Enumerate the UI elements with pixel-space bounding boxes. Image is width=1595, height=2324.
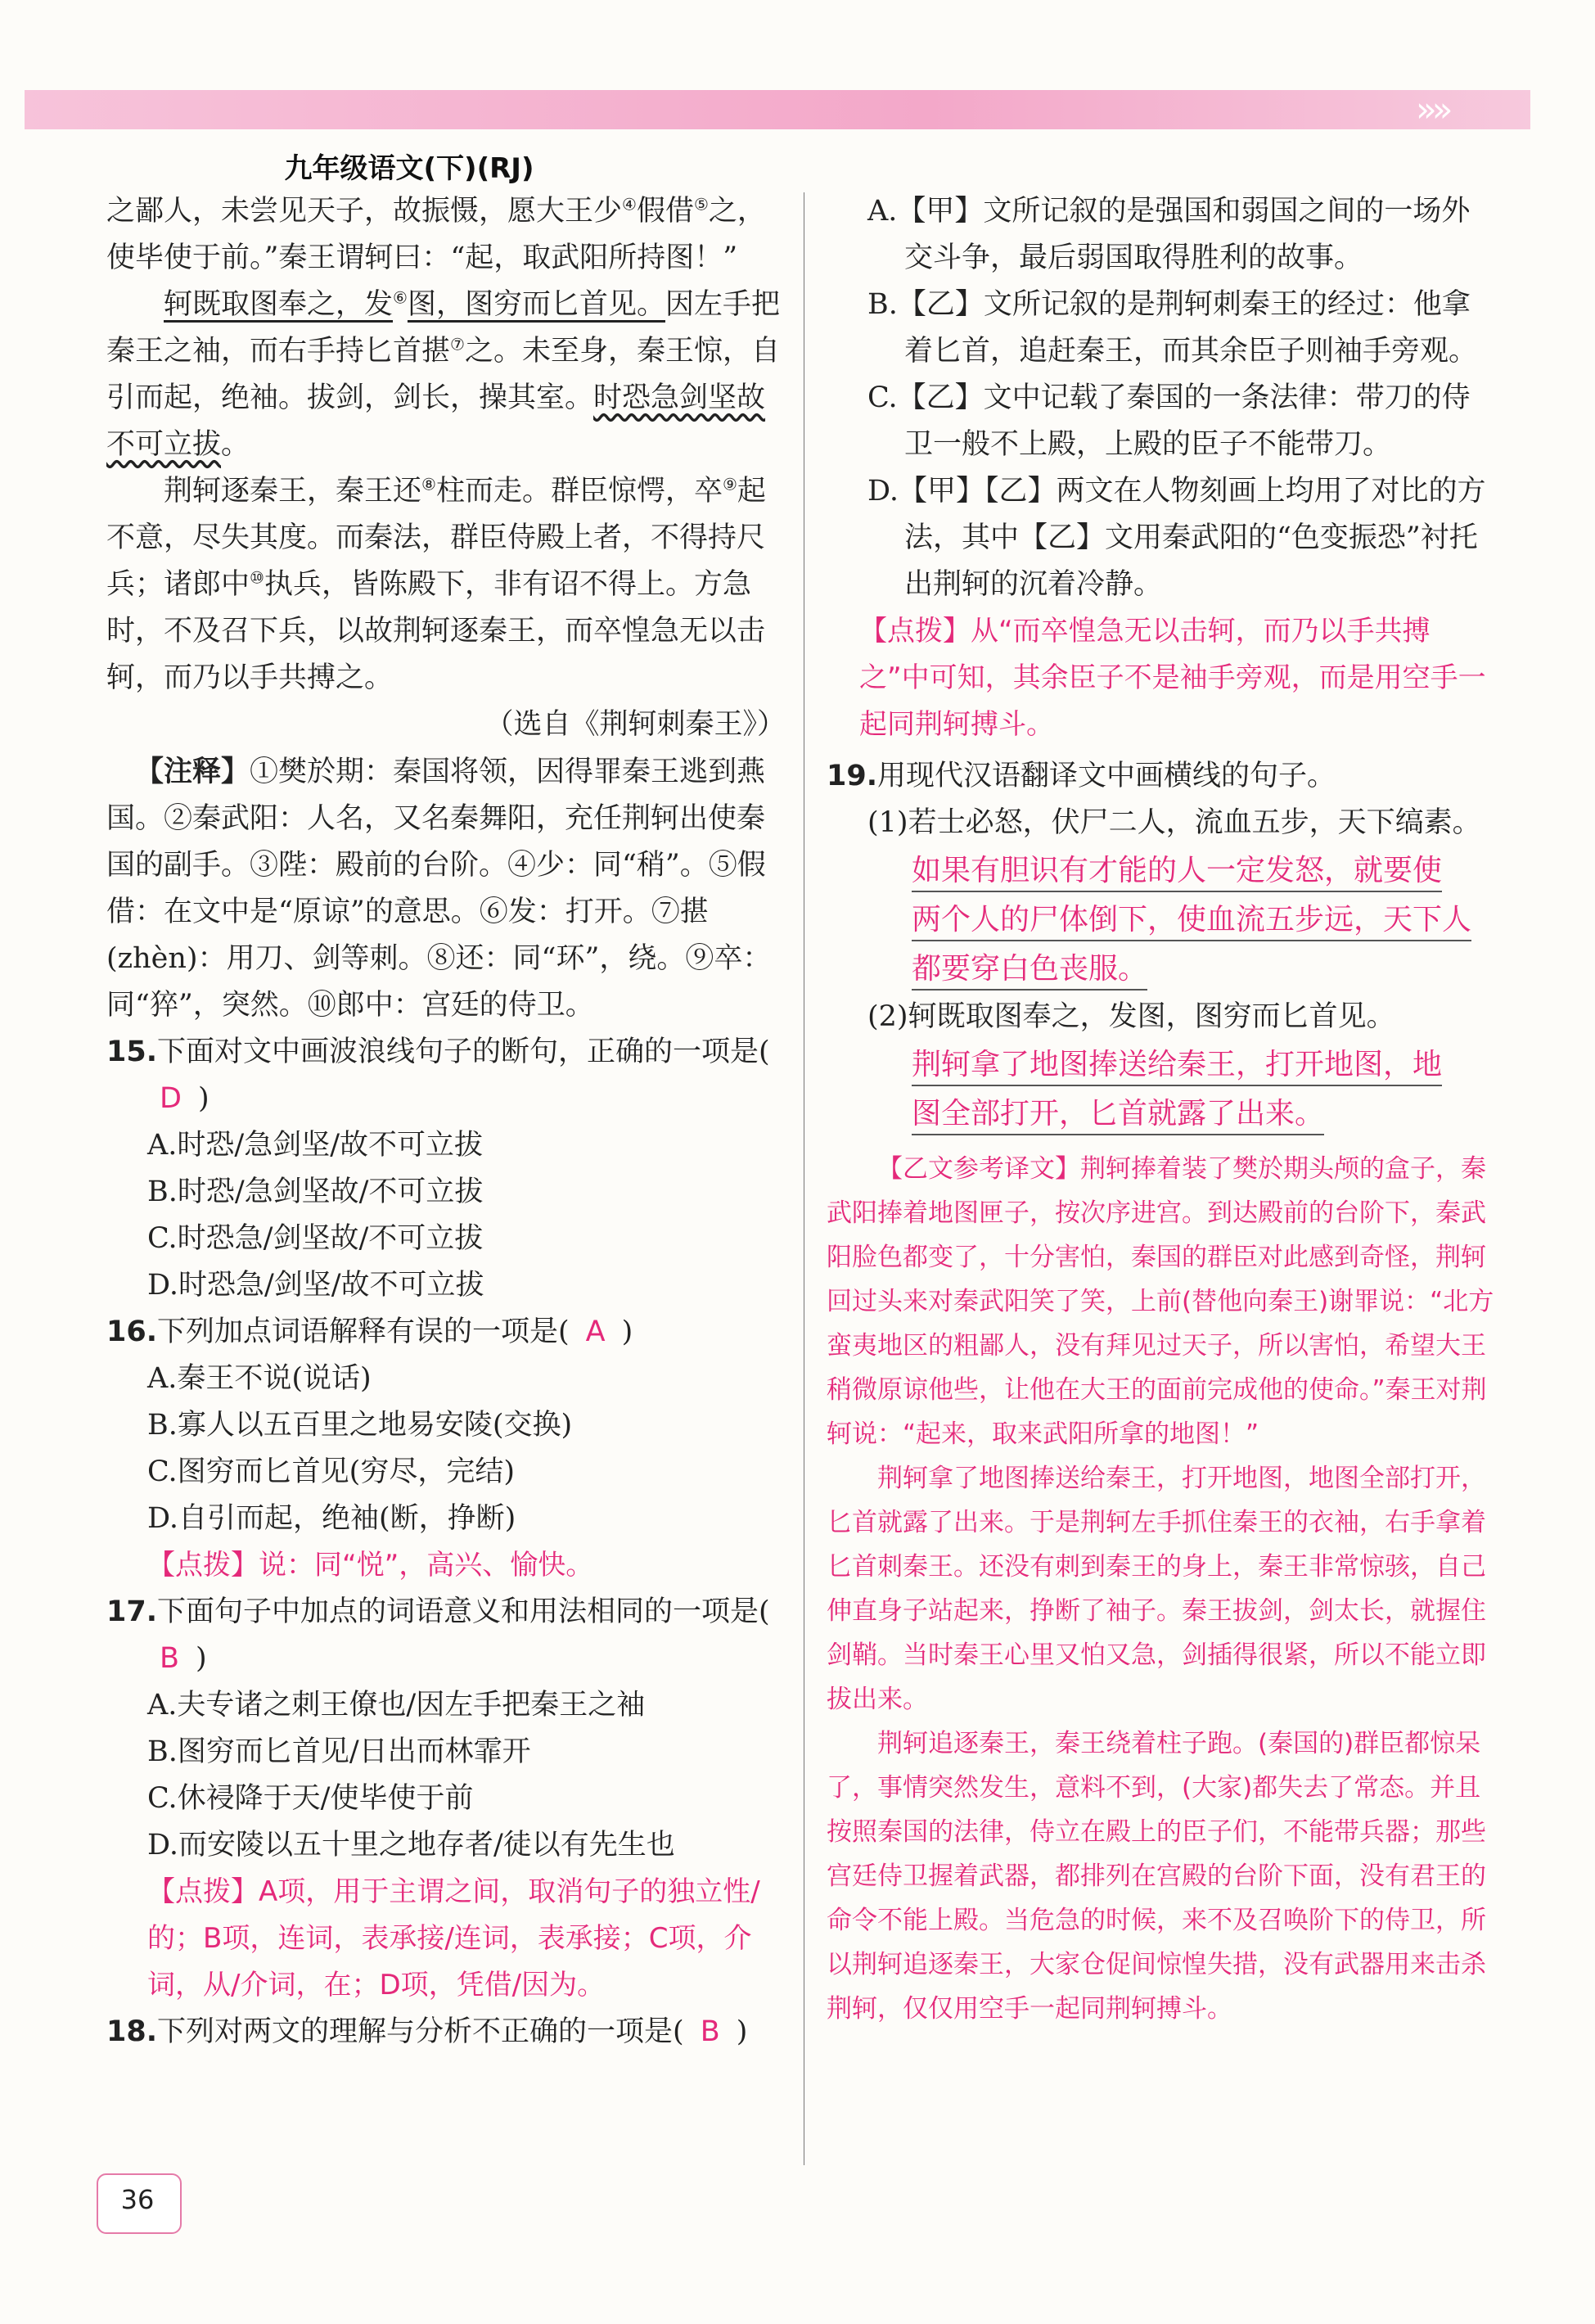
question-19 [827,753,1498,800]
passage-text: 。 [221,428,250,461]
header-banner [25,90,1530,129]
question-number: 17. [106,1595,158,1628]
question-text: 下面句子中加点的词语意义和用法相同的一项是( [157,1595,770,1628]
hint-text: 【点拨】说：同“悦”，高兴、愉快。 [147,1549,594,1582]
right-column [827,188,1498,2031]
notes-body: ①樊於期：秦国将领，因得罪秦王逃到燕国。②秦武阳：人名，又名秦舞阳，充任荆轲出使秦国的副手。③陛：殿前的台阶。④少：同“稍”。⑤假借：在文中是“原谅”的意思。⑥发：打开。⑦揕(zhèn)：用刀、剑等刺。⑧还：同“环”，绕。⑨卒：同“猝”，突然。⑩郎中：宫廷的侍卫。 [106,756,772,1022]
option-item: B.【乙】文所记叙的是荆轲刺秦王的经过：他拿着匕首，追赶秦王，而其余臣子则袖手旁观。 [867,288,1478,368]
wavy-underlined-sentence: 时恐急剑坚故不可立拔 [106,381,766,461]
answer-choice: A [585,1315,606,1348]
note-marker: ⑩ [250,567,264,588]
question-text: ) [736,2015,748,2048]
note-marker: ⑦ [450,334,465,354]
passage-text: 因左手把秦王之袖，而右手持匕首揕 [106,288,780,368]
option-item: B.寡人以五百里之地易安陵(交换) [147,1409,573,1442]
translation-paragraph: 【乙文参考译文】荆轲捧着装了樊於期头颅的盒子，秦武阳捧着地图匣子，按次序进宫。到达殿前的台阶下，秦武阳脸色都变了，十分害怕，秦国的群臣对此感到奇怪，荆轲回过头来对秦武阳笑了笑，上前(替他向秦王)谢罪说：“北方蛮夷地区的粗鄙人，没有拜见过天子，所以害怕，希望大王稍微原谅他些，让他在大王的面前完成他的使命。”秦王对荆轲说：“起来，取来武阳所拿的地图！” [827,1154,1494,1449]
translation-sentence-2: (2)轲既取图奉之，发图，图穷而匕首见。 [867,1000,1395,1033]
note-marker: ⑨ [722,474,737,494]
answer-line: 图全部打开，匕首就露了出来。 [912,1097,1324,1135]
passage-paragraph-2 [106,282,786,468]
answer-line: 如果有胆识有才能的人一定发怒，就要使 [912,854,1442,892]
passage-text: 柱而走。群臣惊愕，卒 [435,475,723,508]
underlined-sentence: 轲既取图奉之，发 [164,288,394,321]
option-item: A.时恐/急剑坚/故不可立拔 [147,1129,483,1162]
passage-text: 之。未至身，秦王惊，自引而起，绝袖。拔剑，剑长，操其室。 [106,335,780,414]
question-number: 19. [827,760,878,792]
option-item: C.图穷而匕首见(穷尽，完结) [147,1455,515,1488]
answer-line: 荆轲拿了地图捧送给秦王，打开地图，地 [912,1048,1442,1086]
question-18 [106,2009,786,2055]
passage-paragraph-3 [106,468,786,702]
translation-paragraph: 荆轲追逐秦王，秦王绕着柱子跑。(秦国的)群臣都惊呆了，事情突然发生，意料不到，(大家)都失去了常态。并且按照秦国的法律，侍立在殿上的臣子们，不能带兵器；那些宫廷侍卫握着武器，都排列在宫殿的台阶下面，没有君王的命令不能上殿。当危急的时候，来不及召唤阶下的侍卫，所以荆轲追逐秦王，大家仓促间惊惶失措，没有武器用来击杀荆轲，仅仅用空手一起同荆轲搏斗。 [827,1729,1486,2024]
option-item: B.图穷而匕首见/日出而林霏开 [147,1735,531,1768]
hint-text: 【点拨】从“而卒惶急无以击轲，而乃以手共搏之”中可知，其余臣子不是袖手旁观，而是用空手一起同荆轲搏斗。 [859,615,1486,741]
note-marker: ⑤ [693,194,709,214]
passage-text: 假借 [636,195,694,228]
answer-choice: B [700,2015,720,2048]
translation-answer-1 [912,846,1489,994]
question-number: 18. [106,2015,158,2048]
passage-text: 执兵，皆陈殿下，非有诏不得上。方急时，不及召下兵，以故荆轲逐秦王，而卒惶急无以击轲，而乃以手共搏之。 [106,568,766,694]
option-item: A.夫专诸之刺王僚也/因左手把秦王之袖 [147,1689,646,1722]
answer-line: 两个人的尸体倒下，使血流五步远，天下人 [912,903,1471,941]
option-item: D.【甲】【乙】两文在人物刻画上均用了对比的方法，其中【乙】文用秦武阳的“色变振恐”衬托出荆轲的沉着冷静。 [867,475,1486,601]
question-15 [106,1029,786,1122]
question-text: 下列对两文的理解与分析不正确的一项是( [157,2015,684,2048]
reference-translation [827,1147,1498,2031]
option-item: C.时恐急/剑坚故/不可立拔 [147,1222,484,1255]
passage-text: 之，使毕使于前。”秦王谓轲曰：“起，取武阳所持图！” [106,195,766,274]
underlined-sentence: 图，图穷而匕首见。 [407,288,665,321]
chevron-right-icon: »» [1416,89,1449,129]
page-title: 九年级语文(下)(RJ) [284,152,534,185]
passage-text: 荆轲逐秦王，秦王还 [164,475,422,508]
option-item: D.自引而起，绝袖(断，挣断) [147,1502,516,1535]
option-item: C.【乙】文中记载了秦国的一条法律：带刀的侍卫一般不上殿，上殿的臣子不能带刀。 [867,381,1471,461]
passage-text: 起不意，尽失其度。而秦法，群臣侍殿上者，不得持尺兵；诸郎中 [106,475,766,601]
passage-paragraph-1 [106,188,786,282]
question-16 [106,1309,786,1356]
question-17 [106,1589,786,1682]
option-item: C.休祲降于天/使毕使于前 [147,1782,474,1815]
question-text: 用现代汉语翻译文中画横线的句子。 [877,760,1336,792]
annotation-notes [106,748,786,1029]
left-column [106,188,786,2055]
question-number: 16. [106,1315,158,1348]
question-text: ) [621,1315,633,1348]
notes-heading: 【注释】 [135,755,250,788]
answer-line: 都要穿白色丧服。 [912,952,1147,991]
answer-choice: D [160,1082,182,1115]
note-marker: ④ [622,194,637,214]
question-text: ) [197,1082,210,1115]
note-marker: ⑥ [393,287,408,308]
option-item: D.时恐急/剑坚/故不可立拔 [147,1269,484,1302]
note-marker: ⑧ [421,474,436,494]
translation-answer-2 [912,1040,1489,1139]
hint-text: 【点拨】A项，用于主谓之间，取消句子的独立性/的；B项，连词，表承接/连词，表承接；C项，介词，从/介词，在；D项，凭借/因为。 [147,1875,760,2001]
option-item: A.秦王不说(说话) [147,1362,372,1395]
option-item: B.时恐/急剑坚故/不可立拔 [147,1176,484,1208]
passage-text: 之鄙人，未尝见天子，故振慑，愿大王少 [106,195,623,228]
option-item: D.而安陵以五十里之地存者/徒以有先生也 [147,1829,675,1861]
question-number: 15. [106,1036,158,1068]
answer-choice: B [160,1642,180,1675]
page-number: 36 [120,2184,155,2215]
question-text: 下列加点词语解释有误的一项是( [157,1315,570,1348]
passage-source: （选自《荆轲刺秦王》） [484,708,786,741]
translation-paragraph: 荆轲拿了地图捧送给秦王，打开地图，地图全部打开，匕首就露了出来。于是荆轲左手抓住秦王的衣袖，右手拿着匕首刺秦王。还没有刺到秦王的身上，秦王非常惊骇，自己伸直身子站起来，挣断了袖子。秦王拔剑，剑太长，就握住剑鞘。当时秦王心里又怕又急，剑插得很紧，所以不能立即拔出来。 [827,1464,1486,1714]
translation-sentence-1: (1)若士必怒，伏尸二人，流血五步，天下缟素。 [867,806,1481,839]
question-text: ) [196,1642,207,1675]
question-text: 下面对文中画波浪线句子的断句，正确的一项是( [157,1036,770,1068]
option-item: A.【甲】文所记叙的是强国和弱国之间的一场外交斗争，最后弱国取得胜利的故事。 [867,195,1471,274]
